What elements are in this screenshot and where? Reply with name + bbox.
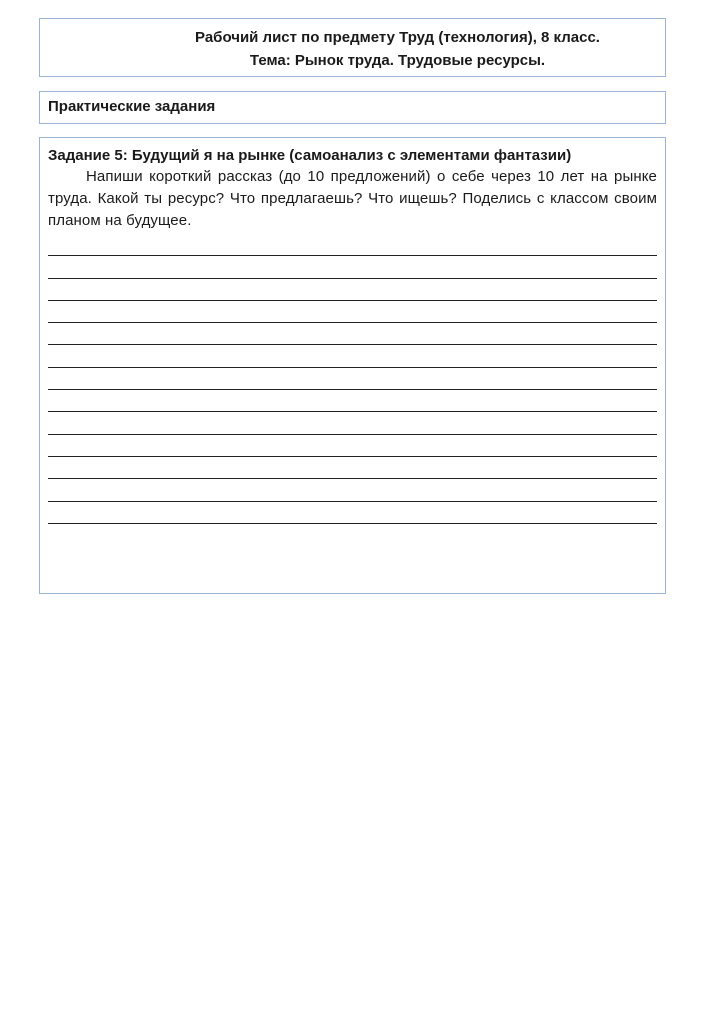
answer-line[interactable] bbox=[48, 412, 657, 434]
answer-line[interactable] bbox=[48, 234, 657, 256]
worksheet-header bbox=[39, 18, 666, 77]
answer-line[interactable] bbox=[48, 479, 657, 501]
task-box bbox=[39, 137, 666, 594]
answer-line[interactable] bbox=[48, 502, 657, 524]
answer-line[interactable] bbox=[48, 457, 657, 479]
section-title: Практические задания bbox=[48, 98, 216, 115]
task-instructions: Напиши короткий рассказ (до 10 предложений) о себе через 10 лет на рынке труда. Какой ты ресурс? Что предлагаешь? Что ищешь? Поделись с классом своим планом на будущее. bbox=[48, 168, 657, 229]
task-title: Задание 5: Будущий я на рынке (самоанализ с элементами фантазии) bbox=[48, 147, 572, 164]
answer-line[interactable] bbox=[48, 301, 657, 323]
answer-line[interactable] bbox=[48, 435, 657, 457]
answer-line[interactable] bbox=[48, 279, 657, 301]
answer-line[interactable] bbox=[48, 323, 657, 345]
answer-line[interactable] bbox=[48, 256, 657, 278]
answer-lines[interactable] bbox=[48, 234, 657, 524]
answer-line[interactable] bbox=[48, 345, 657, 367]
answer-line[interactable] bbox=[48, 368, 657, 390]
answer-line[interactable] bbox=[48, 390, 657, 412]
worksheet-title: Рабочий лист по предмету Труд (технология), 8 класс. bbox=[195, 29, 600, 46]
section-heading bbox=[39, 91, 666, 124]
worksheet-topic: Тема: Рынок труда. Трудовые ресурсы. bbox=[249, 52, 546, 69]
